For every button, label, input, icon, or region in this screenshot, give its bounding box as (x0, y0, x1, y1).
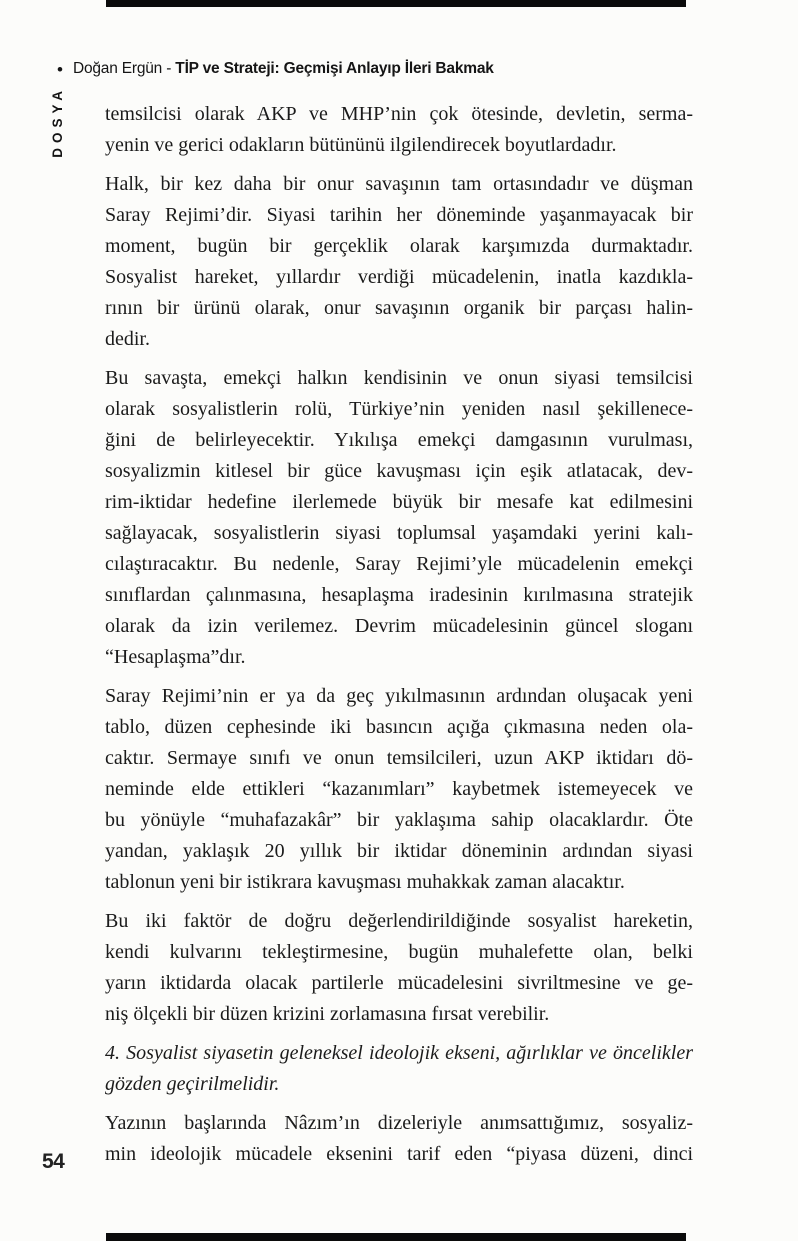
text-line: yandan, yaklaşık 20 yıllık bir iktidar döneminin ardından siyasi (105, 840, 693, 862)
body-paragraph (105, 169, 693, 355)
text-line: niş ölçekli bir düzen krizini zorlamasına fırsat verebilir. (105, 1003, 550, 1025)
section-label-dosya: DOSYA (50, 86, 65, 158)
bullet-icon: • (57, 59, 63, 79)
text-line: olarak da izin verilemez. Devrim mücadelesinin güncel sloganı (105, 615, 693, 637)
text-line: 4. Sosyalist siyasetin geleneksel ideolojik ekseni, ağırlıklar ve öncelikler (105, 1042, 693, 1064)
text-line: Sosyalist hareket, yıllardır verdiği mücadelenin, inatla kazdıkla- (105, 266, 693, 288)
text-line: ğini de belirleyecektir. Yıkılışa emekçi damgasının vurulması, (105, 429, 693, 451)
body-paragraph (105, 1108, 693, 1170)
text-line: Yazının başlarında Nâzım’ın dizeleriyle anımsattığımız, sosyaliz- (105, 1112, 693, 1134)
text-line: sağlayacak, sosyalistlerin siyasi toplumsal yaşamdaki yerini kalı- (105, 522, 693, 544)
body-paragraph (105, 906, 693, 1030)
text-line: gözden geçirilmelidir. (105, 1073, 280, 1095)
text-line: Saray Rejimi’dir. Siyasi tarihin her döneminde yaşanmayacak bir (105, 204, 693, 226)
header-separator: - (166, 60, 172, 77)
body-paragraph (105, 363, 693, 673)
text-line: tablonun yeni bir istikrara kavuşması muhakkak zaman alacaktır. (105, 871, 625, 893)
text-line: dedir. (105, 328, 150, 350)
text-line: “Hesaplaşma”dır. (105, 646, 246, 668)
text-line: Bu savaşta, emekçi halkın kendisinin ve onun siyasi temsilcisi (105, 367, 693, 389)
text-line: yarın iktidarda olacak partilerle mücadelesini sivriltmesine ve ge- (105, 972, 693, 994)
adjacent-page-edge-top (106, 0, 686, 7)
text-line: rının bir ürünü olarak, onur savaşının organik bir parçası halin- (105, 297, 693, 319)
text-line: sosyalizmin kitlesel bir güce kavuşması için eşik atlatacak, dev- (105, 460, 693, 482)
text-line: caktır. Sermaye sınıfı ve onun temsilcileri, uzun AKP iktidarı dö- (105, 747, 693, 769)
text-line: rim-iktidar hedefine ilerlemede büyük bir mesafe kat edilmesini (105, 491, 693, 513)
author-name: Doğan Ergün (72, 60, 163, 77)
text-line: neminde elde ettikleri “kazanımları” kaybetmek istemeyecek ve (105, 778, 693, 800)
text-line: moment, bugün bir gerçeklik olarak karşımızda durmaktadır. (105, 235, 693, 257)
article-title: TİP ve Strateji: Geçmişi Anlayıp İleri Bakmak (175, 60, 494, 77)
text-line: temsilcisi olarak AKP ve MHP’nin çok ötesinde, devletin, serma- (105, 103, 693, 125)
page-header (57, 60, 494, 78)
text-line: Saray Rejimi’nin er ya da geç yıkılmasının ardından oluşacak yeni (105, 685, 693, 707)
text-line: olarak sosyalistlerin rolü, Türkiye’nin yeniden nasıl şekillenece- (105, 398, 693, 420)
text-line: sınıflardan çalınmasına, hesaplaşma iradesinin kırılmasına stratejik (105, 584, 693, 606)
text-line: Bu iki faktör de doğru değerlendirildiğinde sosyalist hareketin, (105, 910, 693, 932)
text-line: min ideolojik mücadele eksenini tarif eden “piyasa düzeni, dinci (105, 1143, 693, 1165)
page-number: 54 (42, 1150, 65, 1173)
body-paragraph (105, 99, 693, 161)
header-text (73, 60, 494, 78)
text-line: Halk, bir kez daha bir onur savaşının tam ortasındadır ve düşman (105, 173, 693, 195)
body-paragraph (105, 681, 693, 898)
text-line: tablo, düzen cephesinde iki basıncın açığa çıkmasına neden ola- (105, 716, 693, 738)
text-line: bu yönüyle “muhafazakâr” bir yaklaşıma sahip olacaklardır. Öte (105, 809, 693, 831)
adjacent-page-edge-bottom (106, 1233, 686, 1241)
text-column (105, 99, 693, 1178)
body-paragraph (105, 1038, 693, 1100)
text-line: kendi kulvarını tekleştirmesine, bugün muhalefette olan, belki (105, 941, 693, 963)
text-line: cılaştıracaktır. Bu nedenle, Saray Rejimi’yle mücadelenin emekçi (105, 553, 693, 575)
text-line: yenin ve gerici odakların bütününü ilgilendirecek boyutlardadır. (105, 134, 617, 156)
